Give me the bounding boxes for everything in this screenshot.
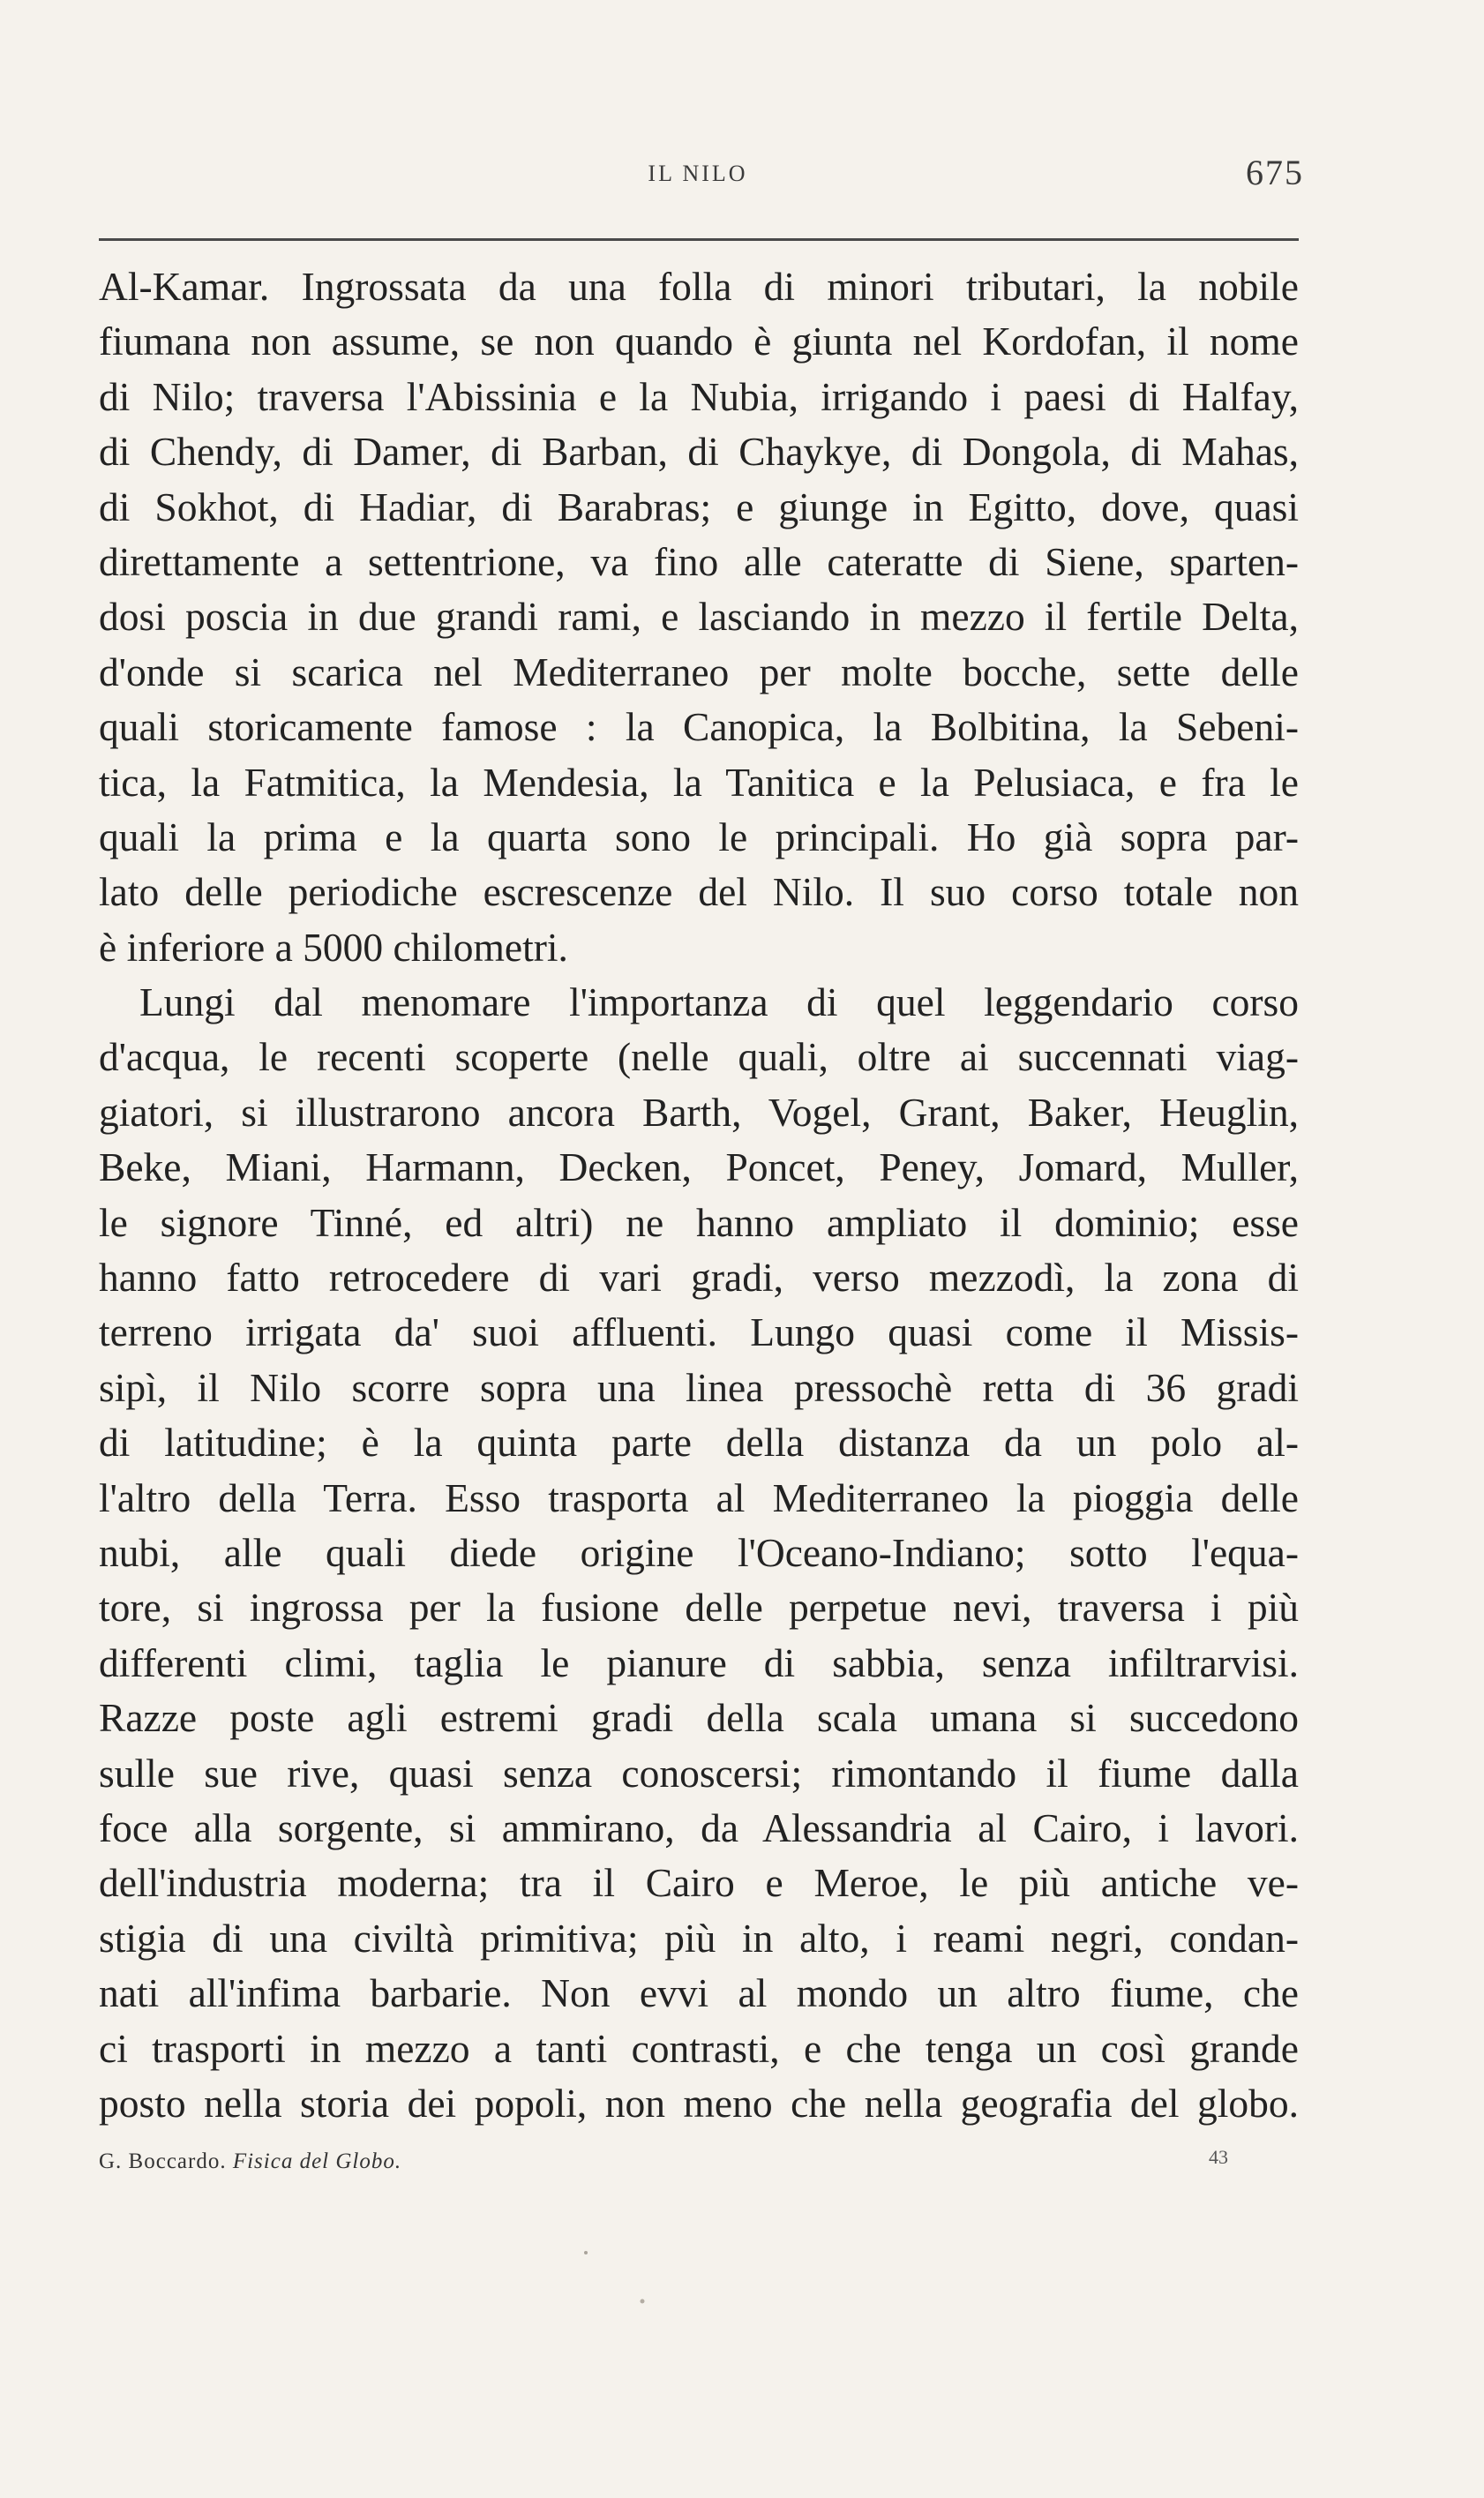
text-line: di latitudine; è la quinta parte della distanza da un polo al- xyxy=(99,1420,1299,1466)
text-line: le signore Tinné, ed altri) ne hanno ampliato il dominio; esse xyxy=(99,1199,1299,1245)
text-line: quali la prima e la quarta sono le principali. Ho già sopra par- xyxy=(99,814,1299,859)
text-line: ci trasporti in mezzo a tanti contrasti, e che tenga un così grande xyxy=(99,2025,1299,2071)
body-text xyxy=(99,259,1299,2131)
text-line: di Chendy, di Damer, di Barban, di Chaykye, di Dongola, di Mahas, xyxy=(99,429,1299,475)
text-line: d'acqua, le recenti scoperte (nelle quali, oltre ai succennati viag- xyxy=(99,1034,1299,1080)
text-line: lato delle periodiche escrescenze del Nilo. Il suo corso totale non xyxy=(99,869,1299,915)
header-rule xyxy=(99,238,1299,241)
text-line: dosi poscia in due grandi rami, e lasciando in mezzo il fertile Delta, xyxy=(99,594,1299,640)
text-line: nubi, alle quali diede origine l'Oceano-Indiano; sotto l'equa- xyxy=(99,1529,1299,1575)
paragraph-last-line: è inferiore a 5000 chilometri. xyxy=(99,924,568,970)
text-line: di Nilo; traversa l'Abissinia e la Nubia, irrigando i paesi di Halfay, xyxy=(99,373,1299,419)
text-line: sulle sue rive, quasi senza conoscersi; rimontando il fiume dalla xyxy=(99,1750,1299,1796)
text-line: fiumana non assume, se non quando è giunta nel Kordofan, il nome xyxy=(99,319,1299,364)
text-line: giatori, si illustrarono ancora Barth, Vogel, Grant, Baker, Heuglin, xyxy=(99,1089,1299,1135)
text-line: posto nella storia dei popoli, non meno che nella geografia del globo. xyxy=(99,2080,1299,2126)
footer-book-title: Fisica del Globo. xyxy=(232,2149,402,2173)
text-line: terreno irrigata da' suoi affluenti. Lungo quasi come il Missis- xyxy=(99,1309,1299,1355)
signature-mark: 43 xyxy=(1209,2146,1228,2168)
text-line: d'onde si scarica nel Mediterraneo per molte bocche, sette delle xyxy=(99,649,1299,694)
footer-citation xyxy=(99,2149,401,2174)
text-line: Razze poste agli estremi gradi della scala umana si succedono xyxy=(99,1695,1299,1741)
text-line: tica, la Fatmitica, la Mendesia, la Tanitica e la Pelusiaca, e fra le xyxy=(99,759,1299,805)
text-line: hanno fatto retrocedere di vari gradi, verso mezzodì, la zona di xyxy=(99,1255,1299,1301)
text-line: di Sokhot, di Hadiar, di Barabras; e giunge in Egitto, dove, quasi xyxy=(99,484,1299,529)
paragraph-first-line: Lungi dal menomare l'importanza di quel leggendario corso xyxy=(139,979,1299,1025)
page-footer xyxy=(99,2146,1299,2185)
page-header xyxy=(86,141,1309,194)
text-line: foce alla sorgente, si ammirano, da Alessandria al Cairo, i lavori. xyxy=(99,1804,1299,1850)
text-line: stigia di una civiltà primitiva; più in alto, i reami negri, condan- xyxy=(99,1915,1299,1961)
footer-author-name: G. Boccardo. xyxy=(99,2149,227,2173)
page-number: 675 xyxy=(1246,153,1304,192)
text-line: l'altro della Terra. Esso trasporta al Mediterraneo la pioggia delle xyxy=(99,1474,1299,1520)
text-line: direttamente a settentrione, va fino alle cateratte di Siene, sparten- xyxy=(99,538,1299,584)
text-line: Beke, Miani, Harmann, Decken, Poncet, Peney, Jomard, Muller, xyxy=(99,1144,1299,1190)
text-line: tore, si ingrossa per la fusione delle perpetue nevi, traversa i più xyxy=(99,1585,1299,1631)
text-line: dell'industria moderna; tra il Cairo e Meroe, le più antiche ve- xyxy=(99,1860,1299,1906)
running-head: IL NILO xyxy=(648,161,748,186)
text-line: sipì, il Nilo scorre sopra una linea pressochè retta di 36 gradi xyxy=(99,1364,1299,1410)
text-line: quali storicamente famose : la Canopica, la Bolbitina, la Sebeni- xyxy=(99,704,1299,750)
text-line: differenti climi, taglia le pianure di sabbia, senza infiltrarvisi. xyxy=(99,1639,1299,1685)
text-line: nati all'infima barbarie. Non evvi al mondo un altro fiume, che xyxy=(99,1970,1299,2016)
text-line: Al-Kamar. Ingrossata da una folla di minori tributari, la nobile xyxy=(99,264,1299,309)
